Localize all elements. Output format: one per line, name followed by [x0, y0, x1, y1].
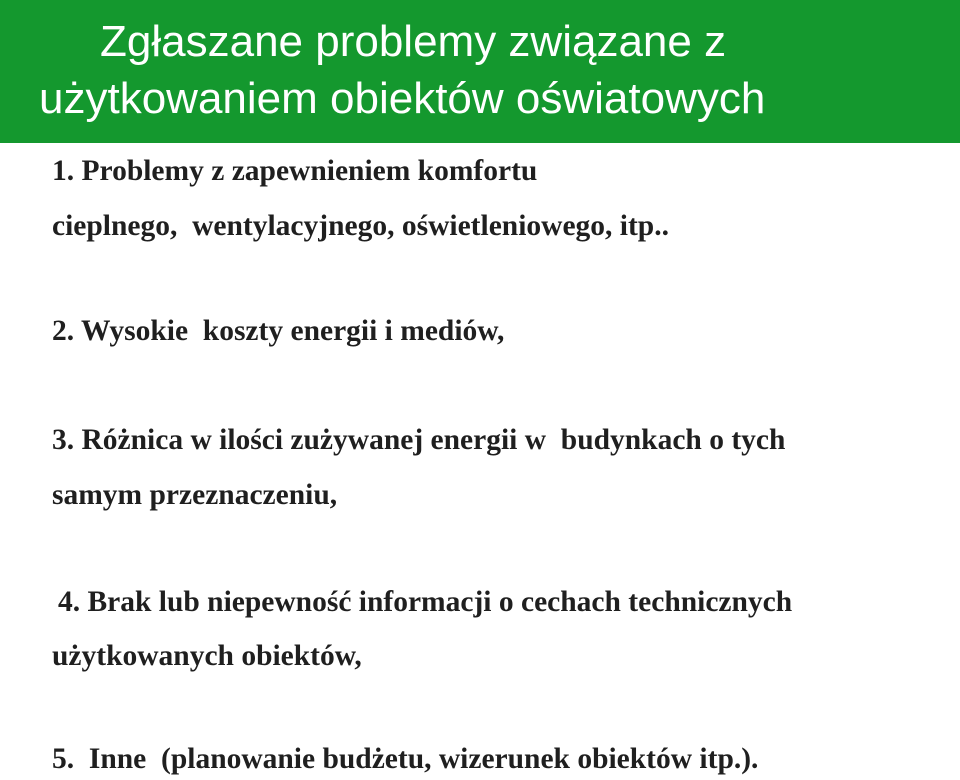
problem-item-4-line-2: użytkowanych obiektów, [52, 640, 362, 672]
slide-title-banner [0, 0, 960, 143]
problem-item-3-line-1: 3. Różnica w ilości zużywanej energii w budynkach o tych [52, 424, 786, 456]
problem-item-5-line-1: 5. Inne (planowanie budżetu, wizerunek obiektów itp.). [52, 743, 759, 775]
problem-item-1-line-1: 1. Problemy z zapewnieniem komfortu [52, 155, 538, 187]
problem-item-4-line-1: 4. Brak lub niepewność informacji o cechach technicznych [58, 586, 793, 618]
problem-item-2-line-1: 2. Wysokie koszty energii i mediów, [52, 315, 505, 347]
slide-title-line-1: Zgłaszane problemy związane z [100, 17, 727, 66]
slide-title-line-2: użytkowaniem obiektów oświatowych [39, 74, 766, 123]
problem-item-1-line-2: cieplnego, wentylacyjnego, oświetleniowego, itp.. [52, 210, 669, 242]
problem-item-3-line-2: samym przeznaczeniu, [52, 479, 338, 511]
